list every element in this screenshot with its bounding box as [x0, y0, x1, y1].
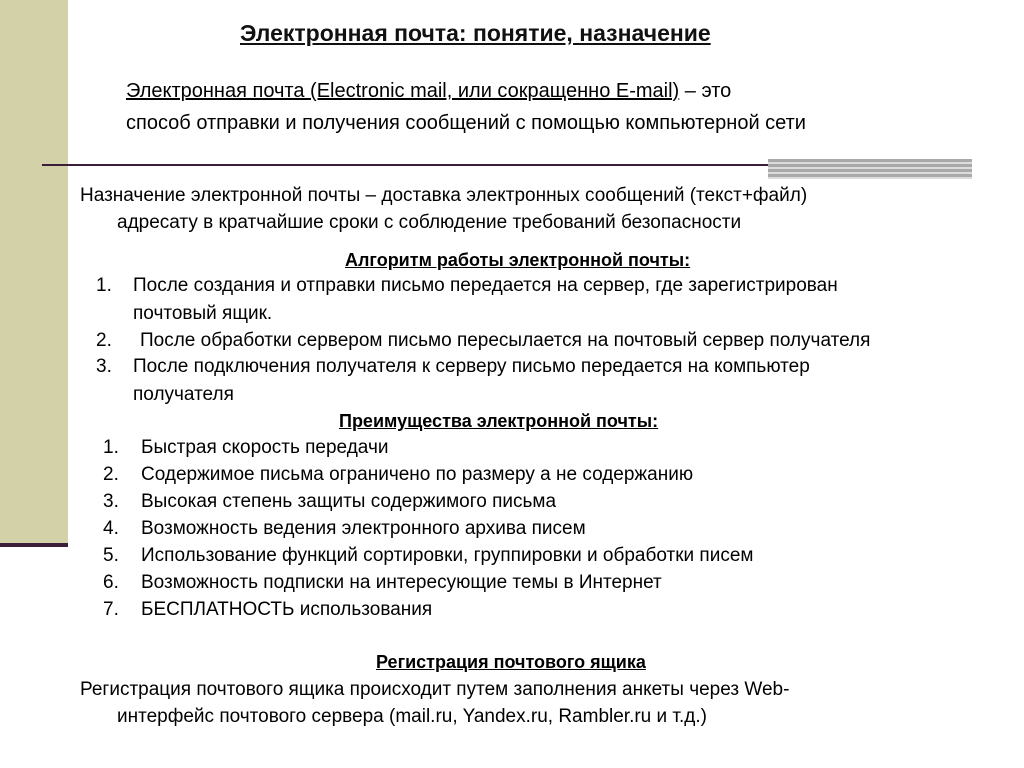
list-number: 7.	[103, 599, 119, 620]
list-item: почтовый ящик.	[133, 303, 273, 324]
list-item: Быстрая скорость передачи	[141, 437, 389, 458]
list-item: Высокая степень защиты содержимого письма	[141, 491, 557, 512]
list-item: получателя	[133, 384, 234, 405]
definition-line-1	[126, 79, 731, 103]
definition-term: Электронная почта (Electronic mail, или сокращенно E-mail)	[126, 80, 680, 102]
registration-heading: Регистрация почтового ящика	[376, 652, 646, 672]
registration-line-2: интерфейс почтового сервера (mail.ru, Yandex.ru, Rambler.ru и т.д.)	[117, 706, 707, 727]
list-number: 6.	[103, 572, 119, 593]
purpose-line-1: Назначение электронной почты – доставка электронных сообщений (текст+файл)	[80, 185, 808, 206]
page-title: Электронная почта: понятие, назначение	[240, 20, 711, 46]
list-item: Использование функций сортировки, группировки и обработки писем	[141, 545, 754, 566]
algorithm-heading: Алгоритм работы электронной почты:	[345, 250, 691, 270]
purpose-line-2: адресату в кратчайшие сроки с соблюдение требований безопасности	[117, 212, 742, 233]
list-number: 1.	[96, 275, 112, 296]
list-item: Содержимое письма ограничено по размеру а не содержанию	[141, 464, 694, 485]
gray-decor-bar	[768, 159, 972, 179]
list-number: 4.	[103, 518, 119, 539]
list-item: После подключения получателя к серверу письмо передается на компьютер	[133, 356, 810, 377]
list-item: Возможность подписки на интересующие темы в Интернет	[141, 572, 662, 593]
list-number: 2.	[96, 330, 112, 351]
registration-line-1: Регистрация почтового ящика происходит путем заполнения анкеты через Web-	[80, 679, 790, 700]
list-number: 5.	[103, 545, 119, 566]
side-decor-line	[0, 543, 68, 547]
list-number: 3.	[103, 491, 119, 512]
side-decor-bar	[0, 0, 68, 545]
list-item: Возможность ведения электронного архива писем	[141, 518, 586, 539]
list-number: 3.	[96, 356, 112, 377]
definition-rest: – это	[679, 80, 732, 102]
list-item: После обработки сервером письмо пересылается на почтовый сервер получателя	[140, 330, 871, 351]
list-number: 1.	[103, 437, 119, 458]
definition-line-2: способ отправки и получения сообщений с помощью компьютерной сети	[126, 112, 806, 134]
list-item: После создания и отправки письмо передается на сервер, где зарегистрирован	[133, 275, 838, 296]
list-number: 2.	[103, 464, 119, 485]
advantages-heading: Преимущества электронной почты:	[339, 411, 659, 431]
list-item: БЕСПЛАТНОСТЬ использования	[141, 599, 433, 620]
